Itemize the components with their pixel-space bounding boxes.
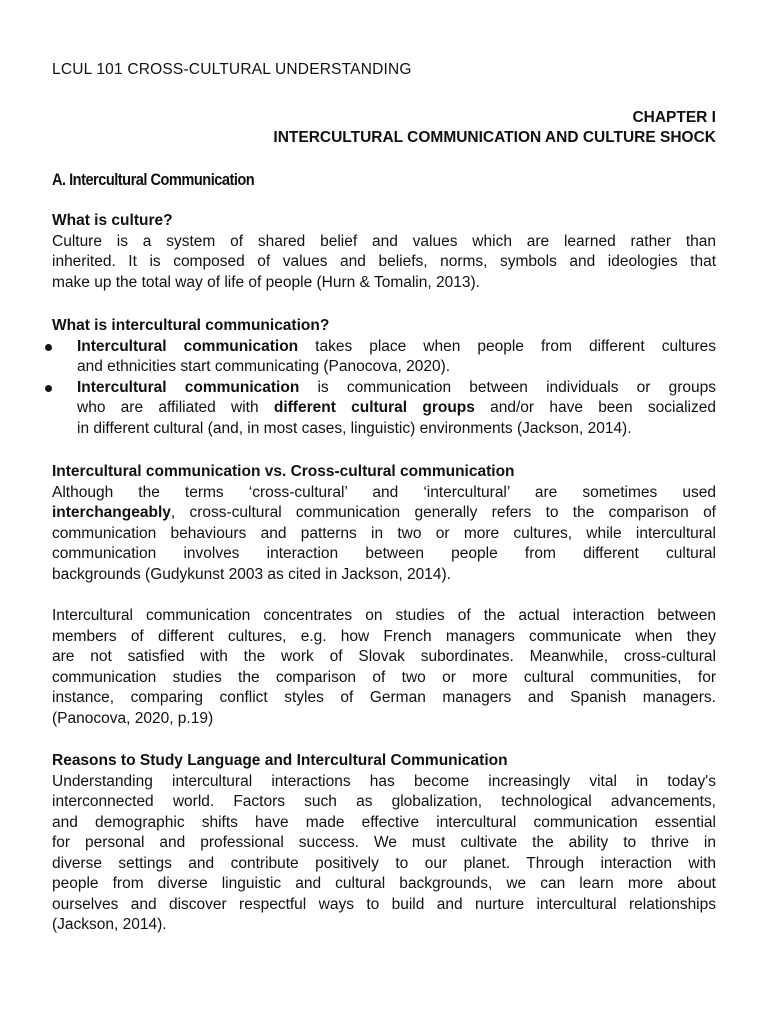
intercultural-heading: What is intercultural communication? bbox=[52, 317, 330, 334]
bullet-2-bold: Intercultural communication bbox=[77, 378, 300, 396]
reasons-line-3: and demographic shifts have made effective intercultural communication essential bbox=[52, 813, 716, 831]
concentrates-paragraph bbox=[52, 606, 716, 729]
course-title: LCUL 101 CROSS-CULTURAL UNDERSTANDING bbox=[52, 61, 412, 78]
section-a-heading: A. Intercultural Communication bbox=[52, 170, 255, 189]
reasons-line-5: diverse settings and contribute positively to our planet. Through interaction with bbox=[52, 854, 716, 872]
intercultural-bullet-list bbox=[52, 337, 716, 440]
intercultural-section bbox=[52, 316, 716, 439]
reasons-line-2: interconnected world. Factors such as globalization, technological advancements, bbox=[52, 793, 716, 810]
reasons-section bbox=[52, 751, 716, 936]
reasons-line-6: people from diverse linguistic and cultural backgrounds, we can learn more about bbox=[52, 875, 716, 892]
culture-heading: What is culture? bbox=[52, 212, 173, 229]
versus-section bbox=[52, 462, 716, 585]
bullet-2-line-2-post: and/or have been socialized bbox=[474, 399, 716, 416]
bullet-1-rest: takes place when people from different cultures bbox=[298, 337, 716, 355]
bullet-2-line-2-bold: different cultural groups bbox=[273, 399, 475, 416]
bullet-2-line-1 bbox=[77, 378, 716, 399]
reasons-line-4: for personal and professional success. We must cultivate the ability to thrive in bbox=[52, 834, 716, 851]
reasons-line-8: (Jackson, 2014). bbox=[52, 916, 167, 933]
versus-line-2 bbox=[52, 503, 716, 524]
bullet-item-2 bbox=[52, 378, 716, 440]
culture-line-3: make up the total way of life of people (Hurn & Tomalin, 2013). bbox=[52, 273, 480, 291]
culture-line-1: Culture is a system of shared belief and values which are learned rather than bbox=[52, 232, 716, 250]
concentrates-line-4: communication studies the comparison of two or more cultural communities, for bbox=[52, 668, 716, 686]
versus-line-2-bold: interchangeably bbox=[52, 504, 171, 521]
versus-heading: Intercultural communication vs. Cross-cultural communication bbox=[52, 463, 515, 480]
versus-line-2-rest: , cross-cultural communication generally refers to the comparison of bbox=[170, 504, 716, 521]
concentrates-line-3: are not satisfied with the work of Slovak subordinates. Meanwhile, cross-cultural bbox=[52, 648, 716, 665]
reasons-heading: Reasons to Study Language and Intercultural Communication bbox=[52, 752, 508, 769]
chapter-heading bbox=[273, 108, 716, 148]
bullet-1-line-2: and ethnicities start communicating (Panocova, 2020). bbox=[77, 358, 451, 375]
bullet-2-line-2-pre: who are affiliated with bbox=[77, 399, 274, 416]
concentrates-line-6: (Panocova, 2020, p.19) bbox=[52, 709, 214, 727]
concentrates-line-1: Intercultural communication concentrates on studies of the actual interaction between bbox=[52, 607, 716, 624]
versus-line-5: backgrounds (Gudykunst 2003 as cited in Jackson, 2014). bbox=[52, 565, 451, 583]
bullet-2-line-3: in different cultural (and, in most cases, linguistic) environments (Jackson, 2014). bbox=[77, 419, 632, 437]
versus-line-3: communication behaviours and patterns in two or more cultures, while intercultural bbox=[52, 524, 716, 542]
versus-line-1: Although the terms ‘cross-cultural’ and ‘intercultural’ are sometimes used bbox=[52, 483, 716, 501]
bullet-dot-icon bbox=[45, 385, 52, 392]
concentrates-line-5: instance, comparing conflict styles of German managers and Spanish managers. bbox=[52, 689, 716, 706]
chapter-title: INTERCULTURAL COMMUNICATION AND CULTURE SHOCK bbox=[273, 129, 716, 146]
bullet-1-line-1 bbox=[77, 337, 716, 358]
bullet-2-line-2 bbox=[77, 398, 716, 419]
bullet-1-bold: Intercultural communication bbox=[77, 337, 299, 355]
bullet-dot-icon bbox=[45, 344, 52, 351]
culture-line-2: inherited. It is composed of values and beliefs, norms, symbols and ideologies that bbox=[52, 253, 716, 270]
bullet-item-1 bbox=[52, 337, 716, 378]
culture-section bbox=[52, 211, 716, 293]
reasons-line-1: Understanding intercultural interactions has become increasingly vital in today's bbox=[52, 772, 716, 790]
concentrates-line-2: members of different cultures, e.g. how French managers communicate when they bbox=[52, 627, 716, 645]
reasons-line-7: ourselves and discover respectful ways to build and nurture intercultural relationships bbox=[52, 895, 716, 913]
bullet-2-rest: is communication between individuals or groups bbox=[299, 378, 716, 396]
chapter-number: CHAPTER I bbox=[632, 109, 716, 126]
versus-line-4: communication involves interaction between people from different cultural bbox=[52, 545, 716, 562]
